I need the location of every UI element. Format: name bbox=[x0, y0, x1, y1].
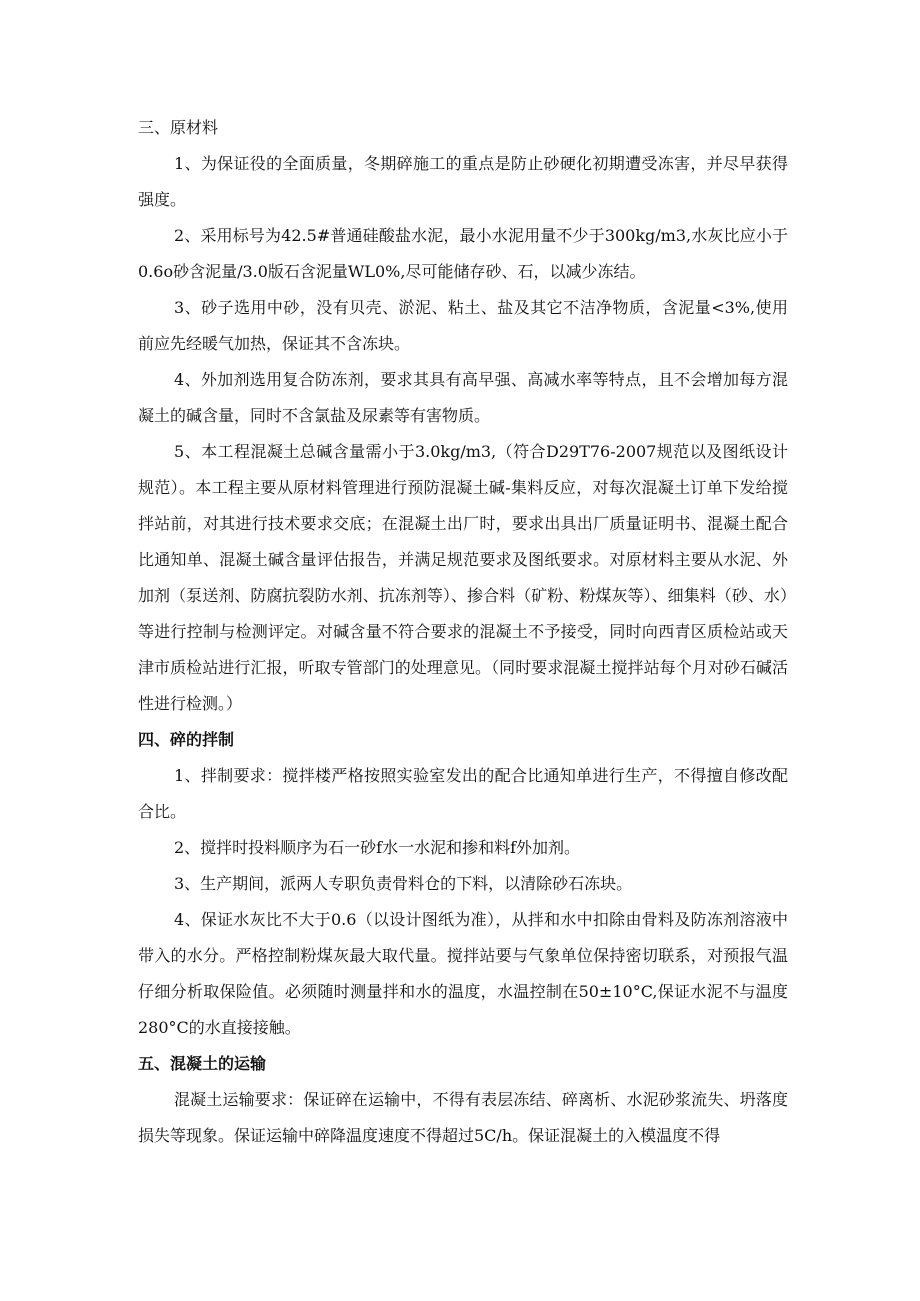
paragraph: 5、本工程混凝土总碱含量需小于3.0kg∕m3,（符合D29T76-2007规范以及图纸设计规范）。本工程主要从原材料管理进行预防混凝土碱-集料反应，对每次混凝土订单下发给搅拌站前，对其进行技术要求交底；在混凝土出厂时，要求出具出厂质量证明书、混凝土配合比通知单、混凝土碱含量评估报告，并满足规范要求及图纸要求。对原材料主要从水泥、外加剂（泵送剂、防腐抗裂防水剂、抗冻剂等）、掺合料（矿粉、粉煤灰等）、细集料（砂、水）等进行控制与检测评定。对碱含量不符合要求的混凝土不予接受，同时向西青区质检站或天津市质检站进行汇报，听取专管部门的处理意见。（同时要求混凝土搅拌站每个月对砂石碱活性进行检测。） bbox=[138, 442, 788, 713]
paragraph: 3、砂子选用中砂，没有贝壳、淤泥、粘土、盐及其它不洁净物质，含泥量<3%,使用前应先经暖气加热，保证其不含冻块。 bbox=[138, 298, 788, 353]
paragraph: 3、生产期间，派两人专职负责骨料仓的下料，以清除砂石冻块。 bbox=[174, 874, 633, 893]
paragraph: 混凝土运输要求：保证碎在运输中，不得有表层冻结、碎离析、水泥砂浆流失、坍落度损失等现象。保证运输中碎降温度速度不得超过5C∕h。保证混凝土的入模温度不得 bbox=[138, 1090, 788, 1145]
paragraph: 2、搅拌时投料顺序为石一砂f水一水泥和掺和料f外加剂。 bbox=[174, 838, 581, 857]
section-heading-mixing: 四、碎的拌制 bbox=[138, 730, 235, 749]
paragraph: 1、拌制要求：搅拌楼严格按照实验室发出的配合比通知单进行生产，不得擅自修改配合比。 bbox=[138, 766, 788, 821]
paragraph: 1、为保证役的全面质量，冬期碎施工的重点是防止砂硬化初期遭受冻害，并尽早获得强度。 bbox=[138, 154, 788, 209]
paragraph: 2、采用标号为42.5#普通硅酸盐水泥，最小水泥用量不少于300kg∕m3,水灰比应小于0.6o砂含泥量/3.0版石含泥量WL0%,尽可能储存砂、石，以减少冻结。 bbox=[138, 226, 788, 281]
paragraph: 4、保证水灰比不大于0.6（以设计图纸为准），从拌和水中扣除由骨料及防冻剂溶液中带入的水分。严格控制粉煤灰最大取代量。搅拌站要与气象单位保持密切联系，对预报气温仔细分析取保险值。必须随时测量拌和水的温度，水温控制在50±10°C,保证水泥不与温度280°C的水直接接触。 bbox=[138, 910, 788, 1037]
section-heading-transport: 五、混凝土的运输 bbox=[138, 1054, 267, 1073]
section-heading-raw-materials: 三、原材料 bbox=[138, 118, 219, 137]
paragraph: 4、外加剂选用复合防冻剂，要求其具有高早强、高减水率等特点，且不会增加每方混凝土的碱含量，同时不含氯盐及尿素等有害物质。 bbox=[138, 370, 788, 425]
document-body bbox=[138, 110, 788, 1154]
